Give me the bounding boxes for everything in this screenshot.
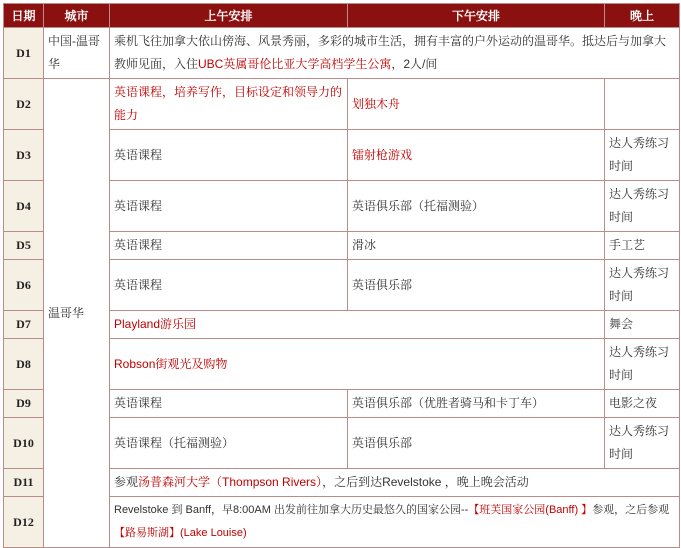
banff-highlight: 【班芙国家公园(Banff) 】 xyxy=(468,504,593,516)
day-plan-cell xyxy=(110,469,680,497)
day-plan-cell: Robson街观光及购物 xyxy=(110,339,605,390)
afternoon-cell: 划独木舟 xyxy=(348,79,605,130)
evening-cell: 达人秀练习时间 xyxy=(605,181,680,232)
afternoon-cell: 英语俱乐部 xyxy=(348,260,605,311)
morning-cell: 英语课程 xyxy=(110,130,348,181)
table-row xyxy=(4,79,680,130)
day-label: D10 xyxy=(4,418,44,469)
lake-louise-english: (Lake Louise) xyxy=(180,527,247,539)
day-label: D3 xyxy=(4,130,44,181)
city-cell-vancouver: 温哥华 xyxy=(44,79,110,548)
day-label: D6 xyxy=(4,260,44,311)
header-afternoon: 下午安排 xyxy=(348,4,605,28)
evening-cell: 达人秀练习时间 xyxy=(605,130,680,181)
day-label: D12 xyxy=(4,497,44,548)
day-label: D9 xyxy=(4,390,44,418)
itinerary-container xyxy=(3,3,679,548)
morning-cell: 英语课程 xyxy=(110,232,348,260)
day-label: D7 xyxy=(4,311,44,339)
day-plan-cell xyxy=(110,28,680,79)
header-row xyxy=(4,4,680,28)
day-label: D1 xyxy=(4,28,44,79)
day-plan-cell: Playland游乐园 xyxy=(110,311,605,339)
morning-cell: 英语课程（托福测验） xyxy=(110,418,348,469)
morning-cell: 英语课程 xyxy=(110,390,348,418)
evening-cell: 达人秀练习时间 xyxy=(605,418,680,469)
hotel-highlight: UBC英属哥伦比亚大学高档学生公寓 xyxy=(198,57,392,71)
morning-cell: 英语课程 xyxy=(110,260,348,311)
university-highlight: 汤普森河大学（Thompson Rivers） xyxy=(138,475,323,489)
plan-text: 参观 xyxy=(114,475,139,489)
evening-cell xyxy=(605,79,680,130)
afternoon-cell: 英语俱乐部（优胜者骑马和卡丁车） xyxy=(348,390,605,418)
plan-text: ，之后到达Revelstoke ，晚上晚会活动 xyxy=(322,475,529,489)
afternoon-cell: 英语俱乐部（托福测验） xyxy=(348,181,605,232)
lake-louise-highlight: 【路易斯湖】 xyxy=(114,527,180,539)
header-date: 日期 xyxy=(4,4,44,28)
evening-cell: 手工艺 xyxy=(605,232,680,260)
plan-text: Revelstoke 到 Banff，早8:00AM 出发前往加拿大历史最悠久的国家公园-- xyxy=(114,504,469,516)
day-plan-cell xyxy=(110,497,680,548)
evening-cell: 舞会 xyxy=(605,311,680,339)
afternoon-cell: 镭射枪游戏 xyxy=(348,130,605,181)
afternoon-cell: 英语俱乐部 xyxy=(348,418,605,469)
plan-text: 乘机飞往加拿大依山傍海、风景秀丽，多彩的城市生活，拥有丰富的户外运动的温哥华。抵达后与加拿大教师见面，入住 xyxy=(114,34,667,71)
morning-cell: 英语课程 xyxy=(110,181,348,232)
day-label: D11 xyxy=(4,469,44,497)
plan-text: ，2人/间 xyxy=(391,57,438,71)
evening-cell: 达人秀练习时间 xyxy=(605,260,680,311)
itinerary-table xyxy=(3,3,680,548)
day-label: D8 xyxy=(4,339,44,390)
header-morning: 上午安排 xyxy=(110,4,348,28)
evening-cell: 达人秀练习时间 xyxy=(605,339,680,390)
morning-cell: 英语课程，培养写作，目标设定和领导力的能力 xyxy=(110,79,348,130)
day-label: D2 xyxy=(4,79,44,130)
header-evening: 晚上 xyxy=(605,4,680,28)
evening-cell: 电影之夜 xyxy=(605,390,680,418)
day-label: D5 xyxy=(4,232,44,260)
table-row xyxy=(4,28,680,79)
header-city: 城市 xyxy=(44,4,110,28)
day-label: D4 xyxy=(4,181,44,232)
city-cell: 中国-温哥华 xyxy=(44,28,110,79)
plan-text: 参观，之后参观 xyxy=(592,504,670,516)
afternoon-cell: 滑冰 xyxy=(348,232,605,260)
